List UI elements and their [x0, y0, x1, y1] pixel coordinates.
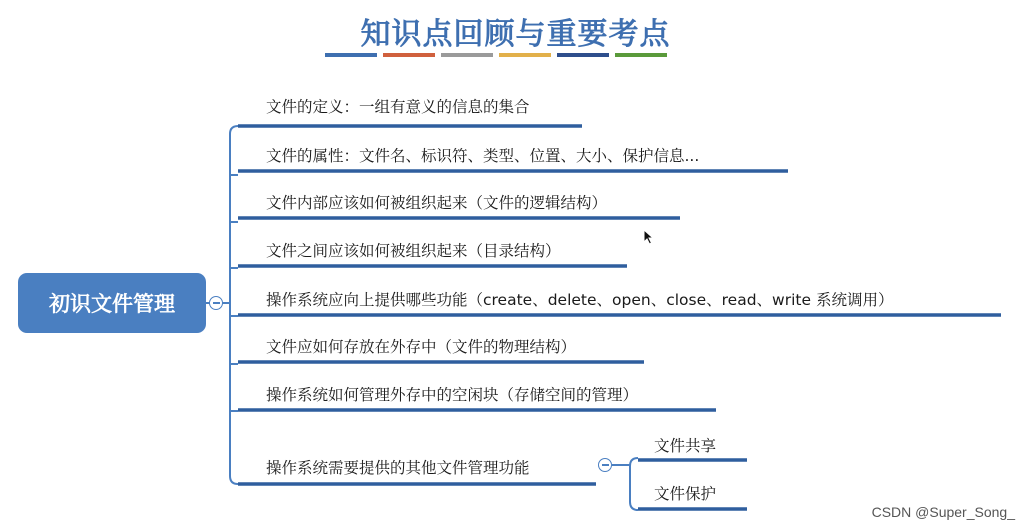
sub-connector — [612, 458, 638, 510]
collapse-other-functions-button[interactable] — [598, 458, 612, 472]
root-label: 初识文件管理 — [49, 292, 175, 316]
slide-title: 知识点回顾与重要考点 — [360, 17, 671, 52]
branch-physical-structure[interactable]: 文件应如何存放在外存中（文件的物理结构） — [266, 338, 577, 356]
branch-system-calls[interactable]: 操作系统应向上提供哪些功能（create、delete、open、close、read、write 系统调用） — [266, 291, 894, 309]
sub-branch-file-sharing[interactable]: 文件共享 — [654, 437, 717, 455]
branch-other-functions[interactable]: 操作系统需要提供的其他文件管理功能 — [266, 459, 530, 477]
root-node[interactable] — [18, 273, 206, 333]
branch-free-space[interactable]: 操作系统如何管理外存中的空闲块（存储空间的管理） — [266, 386, 639, 404]
branch-spine — [230, 126, 238, 484]
watermark: CSDN @Super_Song_ — [871, 504, 1015, 520]
branch-attributes[interactable]: 文件的属性：文件名、标识符、类型、位置、大小、保护信息... — [266, 147, 700, 165]
collapse-root-button[interactable] — [209, 296, 223, 310]
branch-directory-structure[interactable]: 文件之间应该如何被组织起来（目录结构） — [266, 242, 561, 260]
mouse-cursor-icon — [643, 229, 655, 245]
sub-branch-file-protection[interactable]: 文件保护 — [654, 485, 717, 503]
branch-logical-structure[interactable]: 文件内部应该如何被组织起来（文件的逻辑结构） — [266, 194, 608, 212]
branch-definition[interactable]: 文件的定义：一组有意义的信息的集合 — [266, 98, 530, 116]
